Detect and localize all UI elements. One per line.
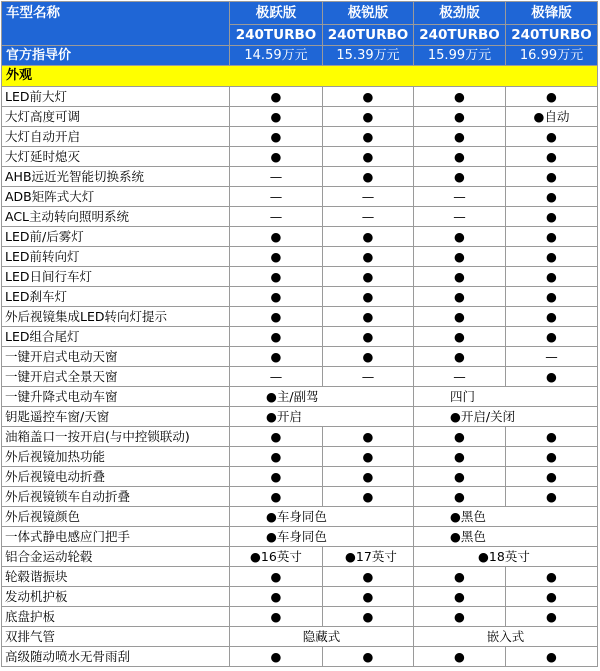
table-row — [2, 287, 598, 307]
trim-engine: 240TURBO — [506, 25, 598, 46]
spec-cell: ● — [506, 447, 598, 467]
spec-cell: ● — [414, 607, 506, 627]
spec-cell: ● — [230, 307, 323, 327]
feature-name: ACL主动转向照明系统 — [2, 207, 230, 227]
spec-cell: — — [230, 207, 323, 227]
spec-cell: — — [323, 367, 414, 387]
spec-cell: ● — [414, 487, 506, 507]
table-row — [2, 247, 598, 267]
spec-cell: ● — [506, 567, 598, 587]
feature-name: 铝合金运动轮毂 — [2, 547, 230, 567]
table-row — [2, 527, 598, 547]
spec-cell: ● — [230, 427, 323, 447]
spec-cell: ● — [323, 247, 414, 267]
spec-merged-cell: ●开启 — [230, 407, 414, 427]
spec-cell: ● — [506, 367, 598, 387]
feature-name: 一键开启式电动天窗 — [2, 347, 230, 367]
table-row — [2, 587, 598, 607]
table-row — [2, 607, 598, 627]
spec-cell: ● — [506, 227, 598, 247]
table-row — [2, 387, 598, 407]
trim-engine: 240TURBO — [323, 25, 414, 46]
section-row — [2, 66, 598, 87]
trim-price: 14.59万元 — [230, 46, 323, 66]
spec-cell: ● — [323, 287, 414, 307]
spec-cell: ● — [230, 87, 323, 107]
spec-cell: ● — [230, 467, 323, 487]
table-row — [2, 367, 598, 387]
spec-cell: ● — [323, 427, 414, 447]
table-row — [2, 227, 598, 247]
spec-cell: ● — [414, 327, 506, 347]
feature-name: 外后视镜颜色 — [2, 507, 230, 527]
spec-cell: ● — [414, 267, 506, 287]
table-row — [2, 627, 598, 647]
trim-engine: 240TURBO — [230, 25, 323, 46]
spec-cell: ● — [230, 607, 323, 627]
table-row — [2, 107, 598, 127]
feature-name: LED前大灯 — [2, 87, 230, 107]
spec-cell: ● — [414, 307, 506, 327]
spec-merged-cell: 嵌入式 — [414, 627, 598, 647]
trim-name: 极锐版 — [323, 2, 414, 25]
feature-name: 外后视镜锁车自动折叠 — [2, 487, 230, 507]
feature-name: 一体式静电感应门把手 — [2, 527, 230, 547]
spec-cell: ● — [230, 267, 323, 287]
spec-cell: — — [414, 367, 506, 387]
table-row — [2, 347, 598, 367]
table-row — [2, 487, 598, 507]
spec-cell: — — [230, 187, 323, 207]
spec-cell: — — [414, 207, 506, 227]
spec-cell: ● — [230, 107, 323, 127]
spec-cell: ● — [506, 287, 598, 307]
spec-cell: ● — [323, 307, 414, 327]
spec-merged-cell: 隐藏式 — [230, 627, 414, 647]
spec-cell: ● — [414, 87, 506, 107]
spec-cell: ● — [230, 227, 323, 247]
spec-cell: ● — [230, 287, 323, 307]
spec-cell: ● — [414, 287, 506, 307]
spec-cell: ● — [414, 567, 506, 587]
spec-cell: ● — [323, 107, 414, 127]
spec-cell: — — [414, 187, 506, 207]
spec-cell: ● — [323, 167, 414, 187]
spec-cell: ● — [323, 347, 414, 367]
model-label: 车型名称 — [2, 2, 230, 46]
spec-cell: ● — [414, 167, 506, 187]
spec-cell: ● — [230, 327, 323, 347]
price-row — [2, 46, 598, 66]
spec-cell: — — [230, 167, 323, 187]
spec-cell: ● — [506, 307, 598, 327]
feature-name: 油箱盖口一按开启(与中控锁联动) — [2, 427, 230, 447]
spec-cell: — — [230, 367, 323, 387]
spec-cell: ● — [506, 467, 598, 487]
spec-cell: ●17英寸 — [323, 547, 414, 567]
spec-cell: ● — [414, 147, 506, 167]
spec-cell: ● — [230, 247, 323, 267]
spec-merged-cell: ●黑色 — [414, 527, 598, 547]
spec-cell: ● — [414, 347, 506, 367]
spec-cell: ● — [323, 587, 414, 607]
feature-name: 大灯自动开启 — [2, 127, 230, 147]
spec-cell: — — [323, 207, 414, 227]
table-row — [2, 187, 598, 207]
spec-cell: ● — [506, 247, 598, 267]
table-row — [2, 407, 598, 427]
feature-name: 高级随动喷水无骨雨刮 — [2, 647, 230, 667]
trim-price: 15.99万元 — [414, 46, 506, 66]
table-row — [2, 647, 598, 667]
price-label: 官方指导价 — [2, 46, 230, 66]
feature-name: LED组合尾灯 — [2, 327, 230, 347]
spec-cell: ● — [323, 327, 414, 347]
trim-engine: 240TURBO — [414, 25, 506, 46]
feature-name: 一键升降式电动车窗 — [2, 387, 230, 407]
spec-cell: ● — [230, 347, 323, 367]
table-row — [2, 307, 598, 327]
spec-cell: ● — [506, 207, 598, 227]
spec-cell: ● — [506, 267, 598, 287]
spec-cell: ● — [414, 587, 506, 607]
spec-cell: ● — [323, 227, 414, 247]
spec-cell: ● — [506, 167, 598, 187]
feature-name: LED前转向灯 — [2, 247, 230, 267]
table-row — [2, 507, 598, 527]
spec-cell: ● — [230, 587, 323, 607]
spec-cell: ● — [323, 567, 414, 587]
feature-name: AHB远近光智能切换系统 — [2, 167, 230, 187]
trim-price: 16.99万元 — [506, 46, 598, 66]
spec-cell: ● — [230, 447, 323, 467]
spec-cell: ● — [506, 487, 598, 507]
spec-cell: ● — [323, 87, 414, 107]
spec-cell: ● — [506, 87, 598, 107]
feature-name: 一键开启式全景天窗 — [2, 367, 230, 387]
table-row — [2, 567, 598, 587]
spec-cell: ● — [414, 227, 506, 247]
spec-cell: ● — [230, 647, 323, 667]
feature-name: LED日间行车灯 — [2, 267, 230, 287]
trim-name: 极锋版 — [506, 2, 598, 25]
table-row — [2, 167, 598, 187]
spec-merged-cell: ●车身同色 — [230, 527, 414, 547]
feature-name: 发动机护板 — [2, 587, 230, 607]
spec-cell: ● — [506, 587, 598, 607]
feature-name: 钥匙遥控车窗/天窗 — [2, 407, 230, 427]
spec-cell: ● — [230, 127, 323, 147]
spec-cell: ● — [323, 647, 414, 667]
feature-name: 大灯高度可调 — [2, 107, 230, 127]
spec-cell: ● — [323, 487, 414, 507]
table-row — [2, 87, 598, 107]
spec-cell: ● — [414, 427, 506, 447]
trim-name: 极劲版 — [414, 2, 506, 25]
spec-merged-cell: ●18英寸 — [414, 547, 598, 567]
spec-cell: ● — [323, 267, 414, 287]
table-row — [2, 547, 598, 567]
feature-name: 轮毂谐振块 — [2, 567, 230, 587]
spec-cell: ● — [323, 607, 414, 627]
feature-name: LED刹车灯 — [2, 287, 230, 307]
table-row — [2, 447, 598, 467]
feature-name: 外后视镜电动折叠 — [2, 467, 230, 487]
spec-cell: ● — [323, 147, 414, 167]
feature-name: LED前/后雾灯 — [2, 227, 230, 247]
spec-cell: ● — [230, 487, 323, 507]
feature-name: 双排气管 — [2, 627, 230, 647]
spec-cell: ● — [506, 647, 598, 667]
spec-cell: ● — [323, 467, 414, 487]
spec-cell: ● — [414, 647, 506, 667]
spec-cell: ● — [414, 467, 506, 487]
spec-cell: ● — [414, 127, 506, 147]
spec-merged-cell: ●主/副驾 — [230, 387, 414, 407]
spec-cell: ● — [414, 447, 506, 467]
spec-cell: ●16英寸 — [230, 547, 323, 567]
spec-cell: ● — [323, 127, 414, 147]
feature-name: ADB矩阵式大灯 — [2, 187, 230, 207]
header-row-names — [2, 2, 598, 25]
spec-cell: — — [323, 187, 414, 207]
table-row — [2, 467, 598, 487]
spec-merged-cell: ●车身同色 — [230, 507, 414, 527]
spec-merged-cell: ●开启/关闭 — [414, 407, 598, 427]
spec-cell: ● — [230, 567, 323, 587]
spec-cell: ● — [230, 147, 323, 167]
spec-merged-cell: ●黑色 — [414, 507, 598, 527]
spec-cell: ● — [506, 187, 598, 207]
feature-name: 外后视镜加热功能 — [2, 447, 230, 467]
spec-cell: ● — [506, 327, 598, 347]
spec-cell: ● — [323, 447, 414, 467]
feature-name: 大灯延时熄灭 — [2, 147, 230, 167]
spec-cell: — — [506, 347, 598, 367]
trim-name: 极跃版 — [230, 2, 323, 25]
spec-cell: ● — [506, 427, 598, 447]
spec-cell: ● — [506, 147, 598, 167]
spec-cell: ● — [506, 127, 598, 147]
feature-name: 外后视镜集成LED转向灯提示 — [2, 307, 230, 327]
spec-merged-cell: 四门 — [414, 387, 598, 407]
feature-name: 底盘护板 — [2, 607, 230, 627]
table-row — [2, 427, 598, 447]
spec-cell: ●自动 — [506, 107, 598, 127]
spec-cell: ● — [414, 247, 506, 267]
table-row — [2, 327, 598, 347]
spec-table — [1, 1, 598, 667]
table-row — [2, 127, 598, 147]
table-row — [2, 147, 598, 167]
table-row — [2, 207, 598, 227]
table-row — [2, 267, 598, 287]
spec-cell: ● — [506, 607, 598, 627]
trim-price: 15.39万元 — [323, 46, 414, 66]
section-title: 外观 — [2, 66, 598, 87]
spec-cell: ● — [414, 107, 506, 127]
